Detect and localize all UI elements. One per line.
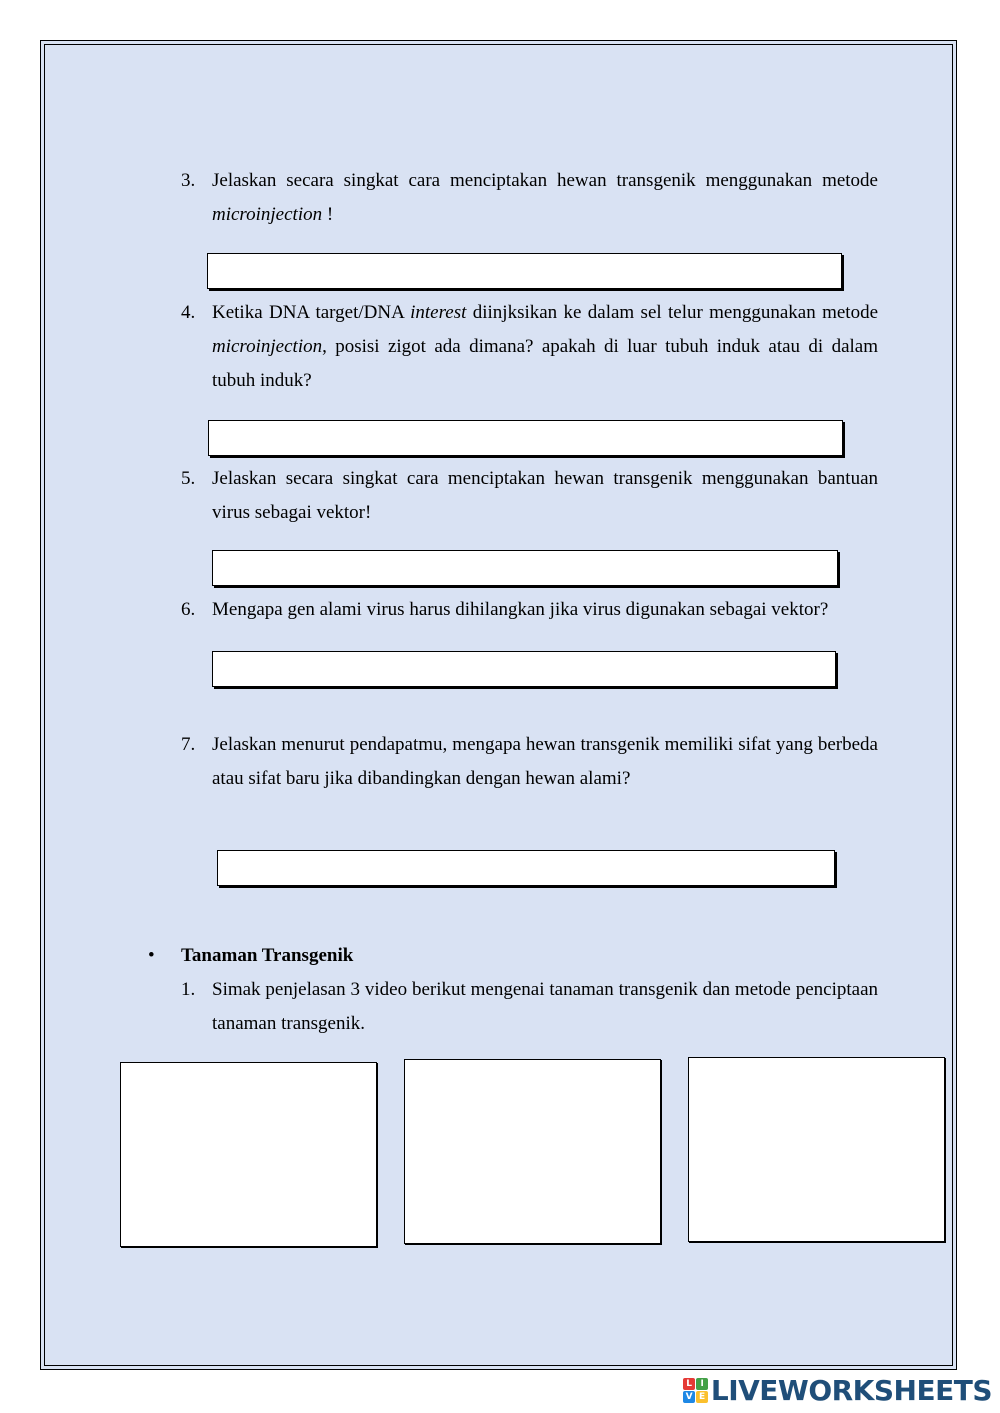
question-text: Jelaskan secara singkat cara menciptakan hewan transgenik menggunakan metode microinjection !: [212, 170, 878, 225]
question-6: [181, 593, 878, 627]
liveworksheets-logo[interactable]: [683, 1374, 992, 1407]
section-title: Tanaman Transgenik: [181, 945, 354, 966]
answer-input-6[interactable]: [212, 651, 836, 687]
logo-letter: E: [696, 1391, 708, 1403]
logo-text: LIVEWORKSHEETS: [710, 1374, 992, 1407]
question-number: 7.: [181, 734, 196, 755]
question-text: Ketika DNA target/DNA interest diinjksikan ke dalam sel telur menggunakan metode microinjection, posisi zigot ada dimana? apakah di luar tubuh induk atau di dalam tubuh induk?: [212, 302, 879, 391]
bullet-icon: •: [148, 945, 155, 966]
question-text: Jelaskan secara singkat cara menciptakan hewan transgenik menggunakan bantuan virus sebagai vektor!: [212, 468, 878, 523]
video-embed-1[interactable]: [120, 1062, 377, 1247]
question-number: 6.: [181, 599, 196, 620]
item-number: 1.: [181, 979, 196, 1000]
question-number: 3.: [181, 170, 196, 191]
question-3: [181, 164, 878, 232]
answer-input-5[interactable]: [212, 550, 838, 586]
question-5: [181, 462, 878, 530]
logo-letter: L: [683, 1378, 695, 1390]
video-embed-2[interactable]: [404, 1059, 661, 1244]
question-number: 4.: [181, 302, 196, 323]
answer-input-7[interactable]: [217, 850, 835, 886]
question-text: Mengapa gen alami virus harus dihilangkan jika virus digunakan sebagai vektor?: [212, 599, 829, 620]
item-text: Simak penjelasan 3 video berikut mengenai tanaman transgenik dan metode penciptaan tanaman transgenik.: [212, 979, 878, 1034]
question-number: 5.: [181, 468, 196, 489]
logo-letter: V: [683, 1391, 695, 1403]
video-embed-3[interactable]: [688, 1057, 945, 1242]
answer-input-3[interactable]: [207, 253, 842, 289]
logo-letter: I: [696, 1378, 708, 1390]
question-text: Jelaskan menurut pendapatmu, mengapa hewan transgenik memiliki sifat yang berbeda atau sifat baru jika dibandingkan dengan hewan alami?: [212, 734, 878, 789]
question-4: [181, 296, 878, 398]
section-item-1: [181, 973, 878, 1041]
logo-grid-icon: [683, 1378, 708, 1403]
answer-input-4[interactable]: [208, 420, 843, 456]
question-7: [181, 728, 878, 796]
